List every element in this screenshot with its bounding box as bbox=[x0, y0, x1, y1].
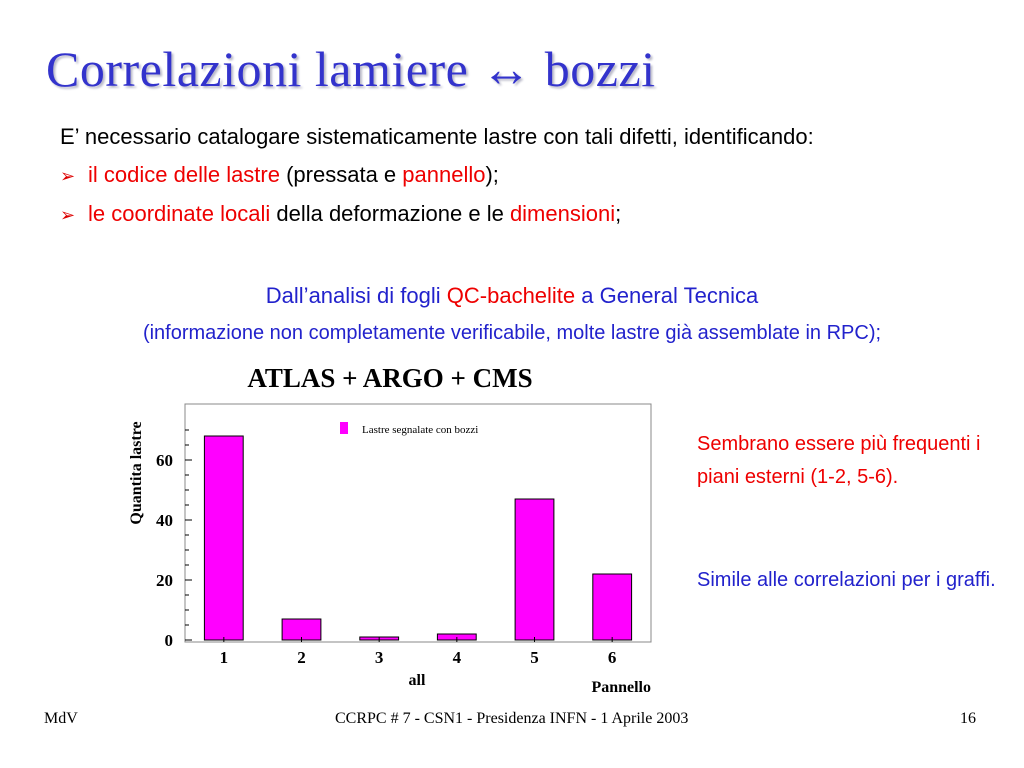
y-tick-label: 0 bbox=[164, 631, 173, 650]
bullet-item bbox=[60, 195, 960, 234]
source-note: (informazione non completamente verificabile, molte lastre già assemblate in RPC); bbox=[142, 322, 882, 344]
chart-title: ATLAS + ARGO + CMS bbox=[247, 363, 533, 393]
x-axis-sublabel: all bbox=[408, 672, 426, 689]
bullet-emphasis: dimensioni bbox=[509, 201, 616, 226]
arrow-bullet-icon: ➢ bbox=[60, 166, 76, 186]
bar bbox=[204, 436, 243, 640]
slide-body bbox=[60, 118, 960, 234]
footer-author: MdV bbox=[44, 710, 78, 727]
comparison-note: Simile alle correlazioni per i graffi. bbox=[697, 569, 996, 591]
y-tick-label: 20 bbox=[156, 571, 173, 590]
x-axis-label: Pannello bbox=[591, 679, 651, 696]
source-text: Dall’analisi di fogli bbox=[265, 283, 447, 308]
x-tick-label: 4 bbox=[452, 648, 462, 667]
legend-swatch bbox=[340, 422, 348, 434]
observation-note: Sembrano essere più frequenti i piani esterni (1-2, 5-6). bbox=[697, 433, 981, 488]
source-emphasis: QC-bachelite bbox=[446, 283, 576, 308]
x-tick-label: 5 bbox=[530, 648, 539, 667]
y-tick-label: 40 bbox=[156, 511, 173, 530]
x-tick-label: 1 bbox=[219, 648, 229, 667]
bullet-item bbox=[60, 156, 960, 195]
bullet-emphasis: pannello bbox=[402, 162, 486, 187]
footer-event: CCRPC # 7 - CSN1 - Presidenza INFN - 1 Aprile 2003 bbox=[335, 710, 689, 727]
arrow-bullet-icon: ➢ bbox=[60, 205, 76, 225]
x-tick-label: 2 bbox=[297, 648, 306, 667]
bullet-text: ; bbox=[615, 201, 622, 226]
bullet-text: (pressata e bbox=[279, 162, 403, 187]
legend-label: Lastre segnalate con bozzi bbox=[362, 424, 479, 436]
bullet-emphasis: il codice delle lastre bbox=[88, 162, 280, 187]
slide-number: 16 bbox=[960, 710, 976, 727]
slide-title: Correlazioni lamiere ↔ bozzi bbox=[46, 41, 656, 97]
x-tick-label: 6 bbox=[607, 648, 617, 667]
source-line bbox=[40, 283, 984, 309]
intro-text: E’ necessario catalogare sistematicamente lastre con tali difetti, identificando: bbox=[60, 124, 814, 149]
bullet-emphasis: le coordinate locali bbox=[88, 201, 271, 226]
y-tick-label: 60 bbox=[156, 451, 173, 470]
x-tick-label: 3 bbox=[374, 648, 384, 667]
bullet-text: ); bbox=[485, 162, 499, 187]
bar-chart bbox=[115, 355, 675, 700]
source-text: a General Tecnica bbox=[575, 283, 759, 308]
bar bbox=[593, 574, 632, 640]
bar bbox=[282, 619, 321, 640]
plot-frame bbox=[185, 404, 651, 642]
bullet-text: della deformazione e le bbox=[270, 201, 510, 226]
y-axis-label: Quantita lastre bbox=[128, 421, 145, 525]
bar bbox=[515, 499, 554, 640]
